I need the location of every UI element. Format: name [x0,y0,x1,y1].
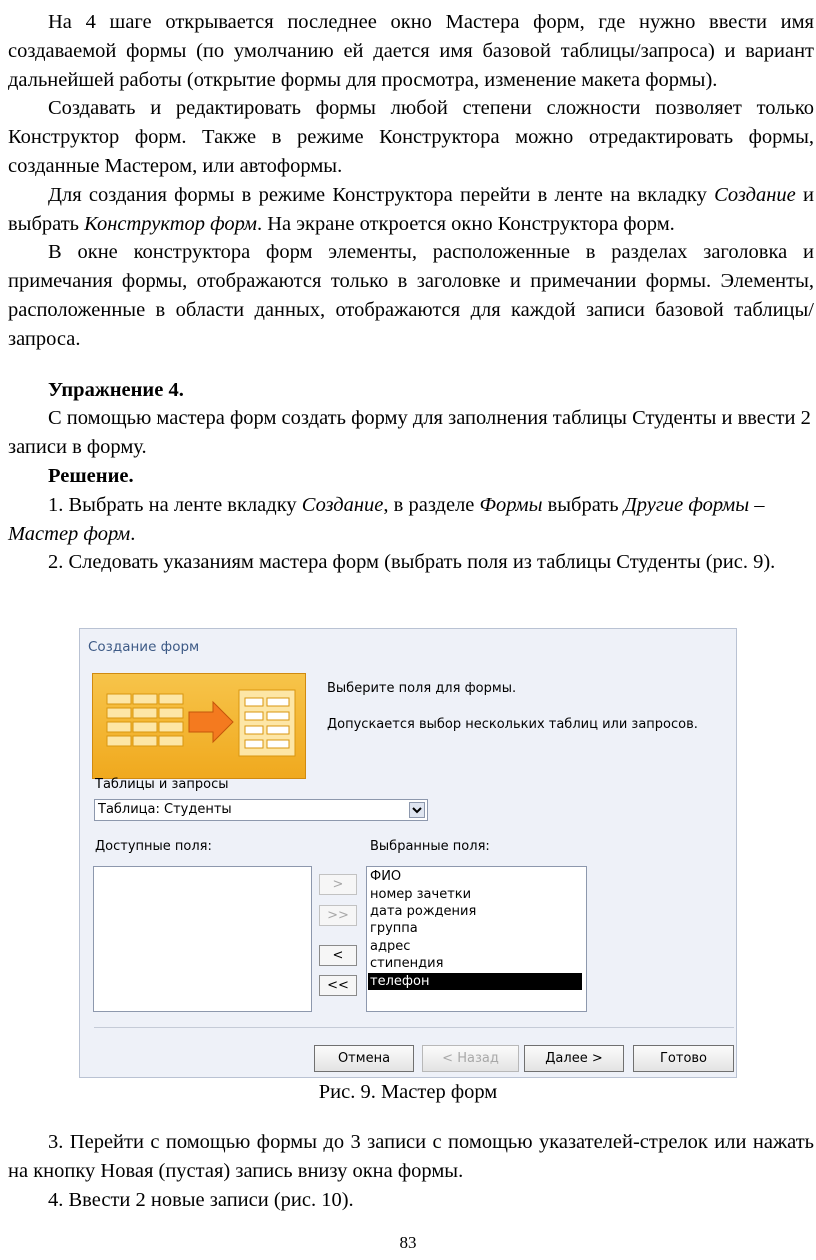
dialog-divider [94,1027,734,1028]
body-text-upper [8,8,814,577]
wizard-hint: Допускается выбор нескольких таблиц или запросов. [327,717,698,732]
tables-queries-select[interactable] [94,799,428,821]
list-item-selected[interactable]: телефон [368,973,582,990]
list-item[interactable]: дата рождения [370,904,477,919]
list-item[interactable]: адрес [370,939,411,954]
available-fields-list[interactable] [93,866,312,1012]
page-number: 83 [399,1233,417,1252]
list-item[interactable]: номер зачетки [370,887,472,902]
paragraph-create-designer [8,181,814,239]
back-button[interactable]: < Назад [422,1045,519,1072]
move-all-left-button[interactable]: << [319,975,357,996]
wizard-banner-image [92,673,306,779]
italic-run: Создание [714,183,796,206]
next-button[interactable]: Далее > [524,1045,624,1072]
exercise-title-text: Упражнение 4. [48,378,184,401]
list-item[interactable]: ФИО [370,869,402,884]
text-run: . [130,522,136,545]
move-one-right-button[interactable]: > [319,874,357,895]
form-wizard-dialog [79,628,737,1078]
solution-title [8,462,814,491]
italic-run: Формы [479,493,543,516]
text-run: . На экране откроется окно Конструктора форм. [256,212,675,235]
chevron-down-icon[interactable] [409,802,425,818]
paragraph-designer-elements: В окне конструктора форм элементы, расположенные в разделах заголовка и примечания формы, отображаются только в заголовке и примечании формы. Элементы, расположенные в области данных, отображаются для каждой записи базовой таблицы/запроса. [8,241,814,350]
text-run: 1. Выбрать на ленте вкладку [48,493,302,516]
solution-step-4: 4. Ввести 2 новые записи (рис. 10). [48,1189,354,1211]
list-item[interactable]: стипендия [370,956,444,971]
selected-fields-list[interactable] [366,866,587,1012]
dialog-title: Создание форм [88,639,200,655]
solution-title-text: Решение. [48,464,134,487]
exercise-title [8,376,814,405]
exercise-task: С помощью мастера форм создать форму для заполнения таблицы Студенты и ввести 2 записи в форму. [8,407,811,459]
figure-caption: Рис. 9. Мастер форм [318,1081,498,1103]
list-item[interactable]: группа [370,921,418,936]
wizard-instruction: Выберите поля для формы. [327,681,517,696]
italic-run: Конструктор форм [84,212,257,235]
solution-step-1 [8,491,814,549]
tables-queries-label: Таблицы и запросы [95,777,229,792]
finish-button[interactable]: Готово [633,1045,734,1072]
solution-step-2: 2. Следовать указаниям мастера форм (выбрать поля из таблицы Студенты (рис. 9). [48,551,776,574]
paragraph-step4-description: На 4 шаге открывается последнее окно Мастера форм, где нужно ввести имя создаваемой формы (по умолчанию ей дается имя базовой таблицы/запроса) и вариант дальнейшей работы (открытие формы для просмотра, изменение макета формы). [8,11,814,91]
move-all-right-button[interactable]: >> [319,905,357,926]
solution-step-3: 3. Перейти с помощью формы до 3 записи с помощью указателей-стрелок или нажать на кнопку Новая (пустая) запись внизу окна формы. [8,1131,814,1182]
table-to-form-icon [93,674,305,778]
body-text-lower [8,1128,814,1215]
move-one-left-button[interactable]: < [319,945,357,966]
text-run: выбрать [542,493,624,516]
cancel-button[interactable]: Отмена [314,1045,414,1072]
text-run: , в разделе [383,493,480,516]
italic-run: Создание [301,493,384,516]
paragraph-designer: Создавать и редактировать формы любой степени сложности позволяет только Конструктор форм. Также в режиме Конструктора можно отредактировать формы, созданные Мастером, или автоформы. [8,97,814,177]
italic-run: Другие формы – Мастер форм [8,493,765,545]
available-fields-label: Доступные поля: [95,839,212,854]
selected-fields-label: Выбранные поля: [370,839,490,854]
text-run: и выбрать [8,183,814,235]
text-run: Для создания формы в режиме Конструктора перейти в ленте на вкладку [48,183,715,206]
tables-queries-value: Таблица: Студенты [98,802,232,817]
